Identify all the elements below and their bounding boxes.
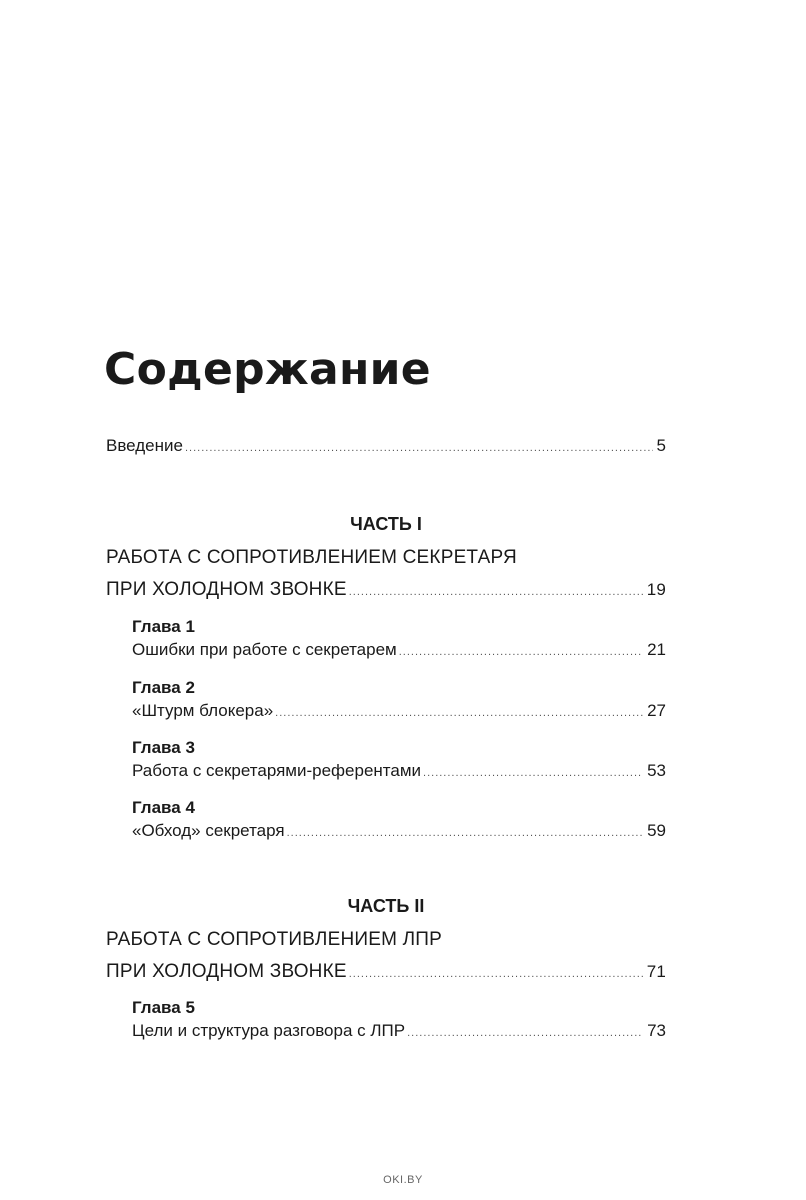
toc-entry-chapter[interactable] [132, 640, 666, 660]
toc-entry-part1[interactable] [106, 579, 666, 601]
part-heading: ЧАСТЬ II [347, 896, 425, 916]
toc-entry-intro[interactable] [106, 436, 666, 456]
part-title-line: ПРИ ХОЛОДНОМ ЗВОНКЕ [106, 579, 347, 600]
dot-leader [407, 1027, 643, 1039]
chapter-title: Цели и структура разговора с ЛПР [132, 1021, 406, 1040]
chapter-label: Глава 3 [132, 738, 195, 757]
dot-leader [287, 827, 643, 839]
part-heading: ЧАСТЬ I [350, 514, 422, 534]
page-title: Содержание [104, 344, 431, 395]
chapter-title: Работа с секретарями-референтами [132, 761, 422, 780]
toc-page-number: 73 [647, 1021, 666, 1040]
toc-entry-label: Введение [106, 436, 183, 455]
chapter-title: Ошибки при работе с секретарем [132, 640, 397, 659]
toc-page-number: 21 [647, 640, 666, 659]
chapter-title: «Штурм блокера» [132, 701, 274, 720]
dot-leader [185, 442, 653, 454]
chapter-label: Глава 1 [132, 617, 195, 636]
toc-page-number: 59 [647, 821, 666, 840]
dot-leader [349, 968, 643, 980]
dot-leader [423, 767, 643, 779]
toc-page-number: 19 [646, 580, 666, 599]
toc-entry-chapter[interactable] [132, 821, 666, 841]
toc-page-number: 53 [647, 761, 666, 780]
part-title-line: РАБОТА С СОПРОТИВЛЕНИЕМ ЛПР [106, 929, 443, 950]
dot-leader [399, 646, 643, 658]
dot-leader [349, 586, 643, 598]
toc-page-number: 71 [646, 962, 666, 981]
part-title-line: РАБОТА С СОПРОТИВЛЕНИЕМ СЕКРЕТАРЯ [106, 547, 517, 568]
dot-leader [275, 707, 643, 719]
chapter-title: «Обход» секретаря [132, 821, 285, 840]
chapter-label: Глава 2 [132, 678, 195, 697]
toc-entry-chapter[interactable] [132, 761, 666, 781]
chapter-label: Глава 5 [132, 998, 195, 1017]
toc-page-number: 27 [647, 701, 666, 720]
toc-entry-chapter[interactable] [132, 1021, 666, 1041]
toc-entry-chapter[interactable] [132, 701, 666, 721]
watermark: OKI.BY [383, 1174, 423, 1186]
toc-page-number: 5 [656, 436, 666, 455]
toc-entry-part2[interactable] [106, 961, 666, 983]
part-title-line: ПРИ ХОЛОДНОМ ЗВОНКЕ [106, 961, 347, 982]
chapter-label: Глава 4 [132, 798, 195, 817]
